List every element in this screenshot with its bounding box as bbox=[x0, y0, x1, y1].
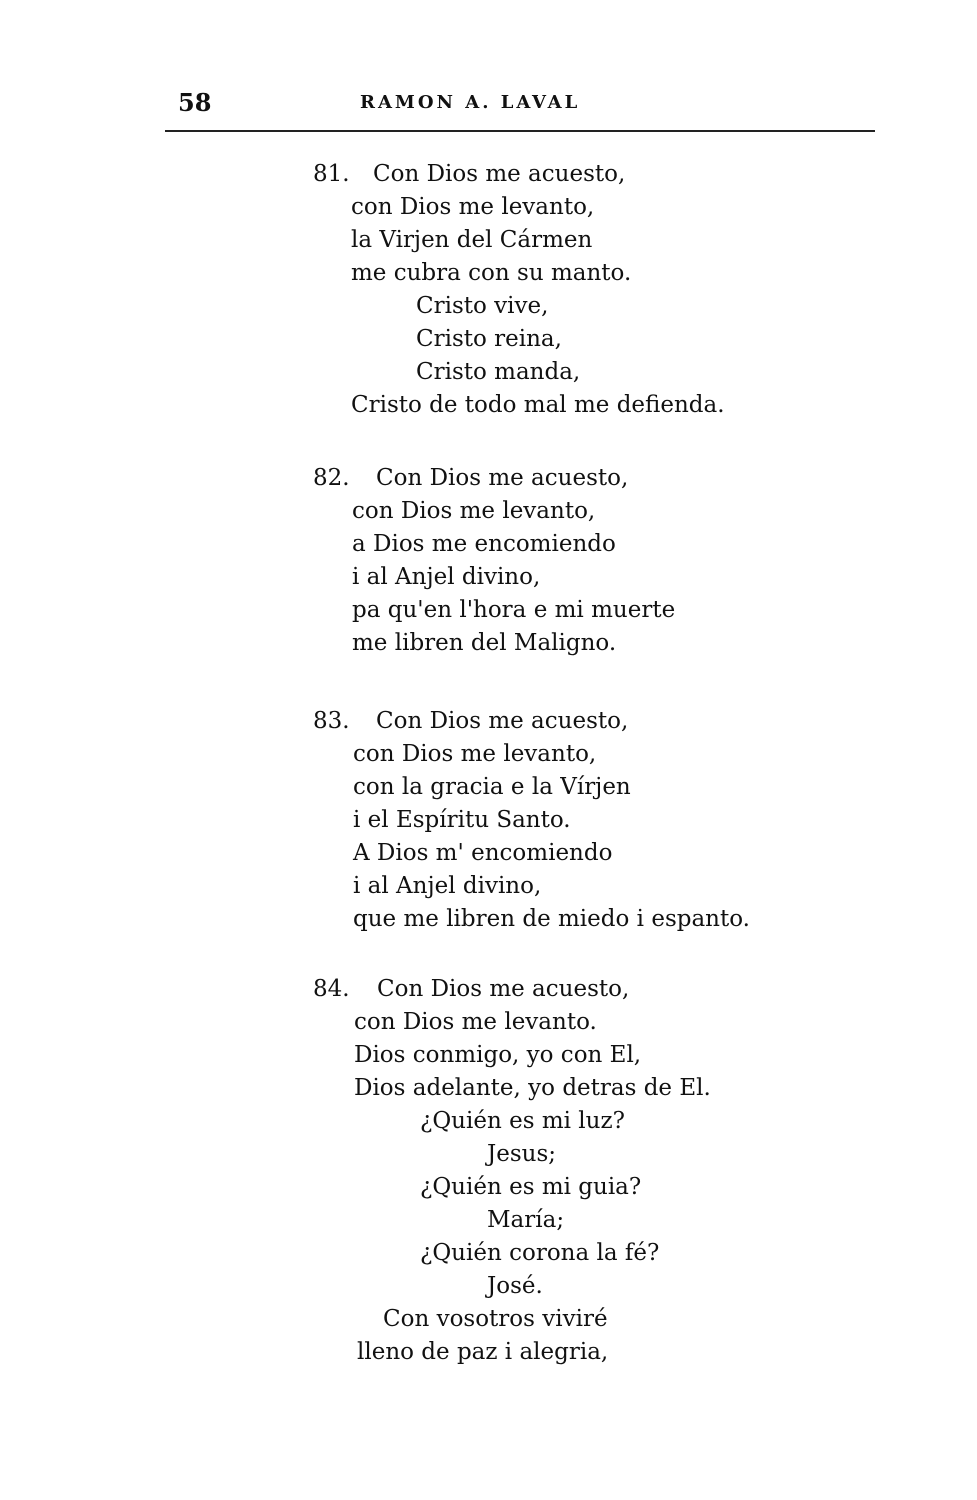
verse-line: ¿Quién es mi guia? bbox=[420, 1174, 642, 1200]
verse-line: Con vosotros viviré bbox=[383, 1306, 608, 1332]
verse-line: María; bbox=[487, 1207, 565, 1233]
verse-line: me cubra con su manto. bbox=[351, 260, 632, 286]
verse-line: Con Dios me acuesto, bbox=[376, 708, 629, 734]
verse-line: A Dios m' encomiendo bbox=[353, 840, 613, 866]
header-rule bbox=[165, 130, 875, 132]
verse-line: con Dios me levanto. bbox=[354, 1009, 597, 1035]
stanza-number: 83. bbox=[313, 708, 350, 734]
verse-line: Cristo manda, bbox=[416, 359, 581, 385]
verse-line: i el Espíritu Santo. bbox=[353, 807, 571, 833]
verse-line: Cristo reina, bbox=[416, 326, 562, 352]
verse-line: ¿Quién corona la fé? bbox=[420, 1240, 660, 1266]
verse-line: pa qu'en l'hora e mi muerte bbox=[352, 597, 676, 623]
stanza-number: 82. bbox=[313, 465, 350, 491]
verse-line: Dios conmigo, yo con El, bbox=[354, 1042, 642, 1068]
stanza-number: 81. bbox=[313, 161, 350, 187]
verse-line: a Dios me encomiendo bbox=[352, 531, 616, 557]
verse-line: Con Dios me acuesto, bbox=[377, 976, 630, 1002]
verse-line: que me libren de miedo i espanto. bbox=[353, 906, 750, 932]
verse-line: me libren del Maligno. bbox=[352, 630, 617, 656]
verse-line: Cristo vive, bbox=[416, 293, 549, 319]
verse-line: con Dios me levanto, bbox=[353, 741, 597, 767]
verse-line: la Virjen del Cármen bbox=[351, 227, 593, 253]
verse-line: ¿Quién es mi luz? bbox=[420, 1108, 625, 1134]
verse-line: con Dios me levanto, bbox=[352, 498, 596, 524]
verse-line: i al Anjel divino, bbox=[352, 564, 541, 590]
verse-line: Dios adelante, yo detras de El. bbox=[354, 1075, 711, 1101]
verse-line: lleno de paz i alegria, bbox=[357, 1339, 609, 1365]
verse-line: con Dios me levanto, bbox=[351, 194, 595, 220]
page-number: 58 bbox=[178, 88, 212, 117]
running-title: RAMON A. LAVAL bbox=[360, 92, 581, 113]
stanza-number: 84. bbox=[313, 976, 350, 1002]
verse-line: Cristo de todo mal me defienda. bbox=[351, 392, 725, 418]
verse-line: Jesus; bbox=[487, 1141, 556, 1167]
verse-line: José. bbox=[487, 1273, 543, 1299]
verse-line: Con Dios me acuesto, bbox=[373, 161, 626, 187]
verse-line: con la gracia e la Vírjen bbox=[353, 774, 631, 800]
verse-line: Con Dios me acuesto, bbox=[376, 465, 629, 491]
verse-line: i al Anjel divino, bbox=[353, 873, 542, 899]
